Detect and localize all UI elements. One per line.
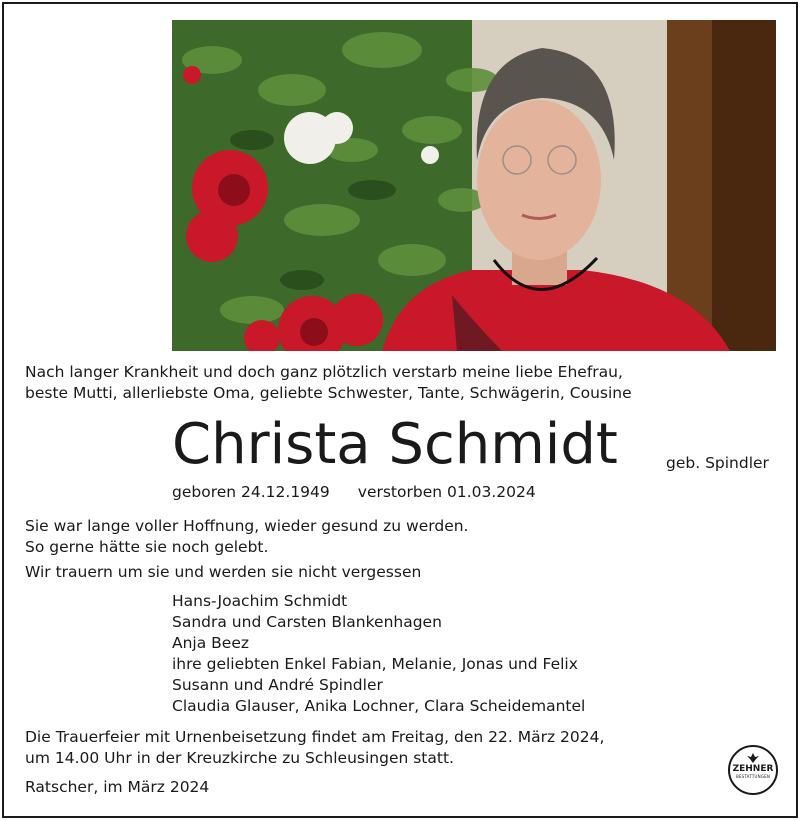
ceremony-line: Die Trauerfeier mit Urnenbeisetzung findet am Freitag, den 22. März 2024,: [25, 728, 605, 746]
verse-line: Sie war lange voller Hoffnung, wieder gesund zu werden.: [25, 517, 469, 535]
ceremony-info: [25, 727, 604, 769]
place-date: Ratscher, im März 2024: [25, 778, 210, 796]
portrait-photo: [172, 20, 776, 351]
verse-line: So gerne hätte sie noch gelebt.: [25, 538, 269, 556]
verse-line: Wir trauern um sie und werden sie nicht vergessen: [25, 563, 422, 581]
verse-text: [25, 516, 468, 583]
mourner: Anja Beez: [172, 634, 250, 652]
mourner: ihre geliebten Enkel Fabian, Melanie, Jonas und Felix: [172, 655, 578, 673]
intro-text: [25, 362, 632, 404]
mourner: Hans-Joachim Schmidt: [172, 592, 348, 610]
mourners-list: [172, 591, 585, 717]
ceremony-line: um 14.00 Uhr in der Kreuzkirche zu Schleusingen statt.: [25, 749, 454, 767]
intro-line: Nach langer Krankheit und doch ganz plötzlich verstarb meine liebe Ehefrau,: [25, 363, 623, 381]
deceased-name: Christa Schmidt: [172, 412, 618, 477]
life-dates: [172, 482, 536, 503]
intro-line: beste Mutti, allerliebste Oma, geliebte Schwester, Tante, Schwägerin, Cousine: [25, 384, 632, 402]
birth-date: geboren 24.12.1949: [172, 483, 330, 501]
funeral-home-logo: [728, 745, 778, 795]
mourner: Susann und André Spindler: [172, 676, 383, 694]
death-date: verstorben 01.03.2024: [357, 483, 536, 501]
mourner: Sandra und Carsten Blankenhagen: [172, 613, 442, 631]
funeral-home-name: ZEHNER: [732, 764, 774, 774]
maiden-name: geb. Spindler: [666, 454, 769, 472]
funeral-home-subtitle: BESTATTUNGEN: [735, 774, 771, 779]
mourner: Claudia Glauser, Anika Lochner, Clara Scheidemantel: [172, 697, 586, 715]
tree-icon: [746, 753, 760, 763]
